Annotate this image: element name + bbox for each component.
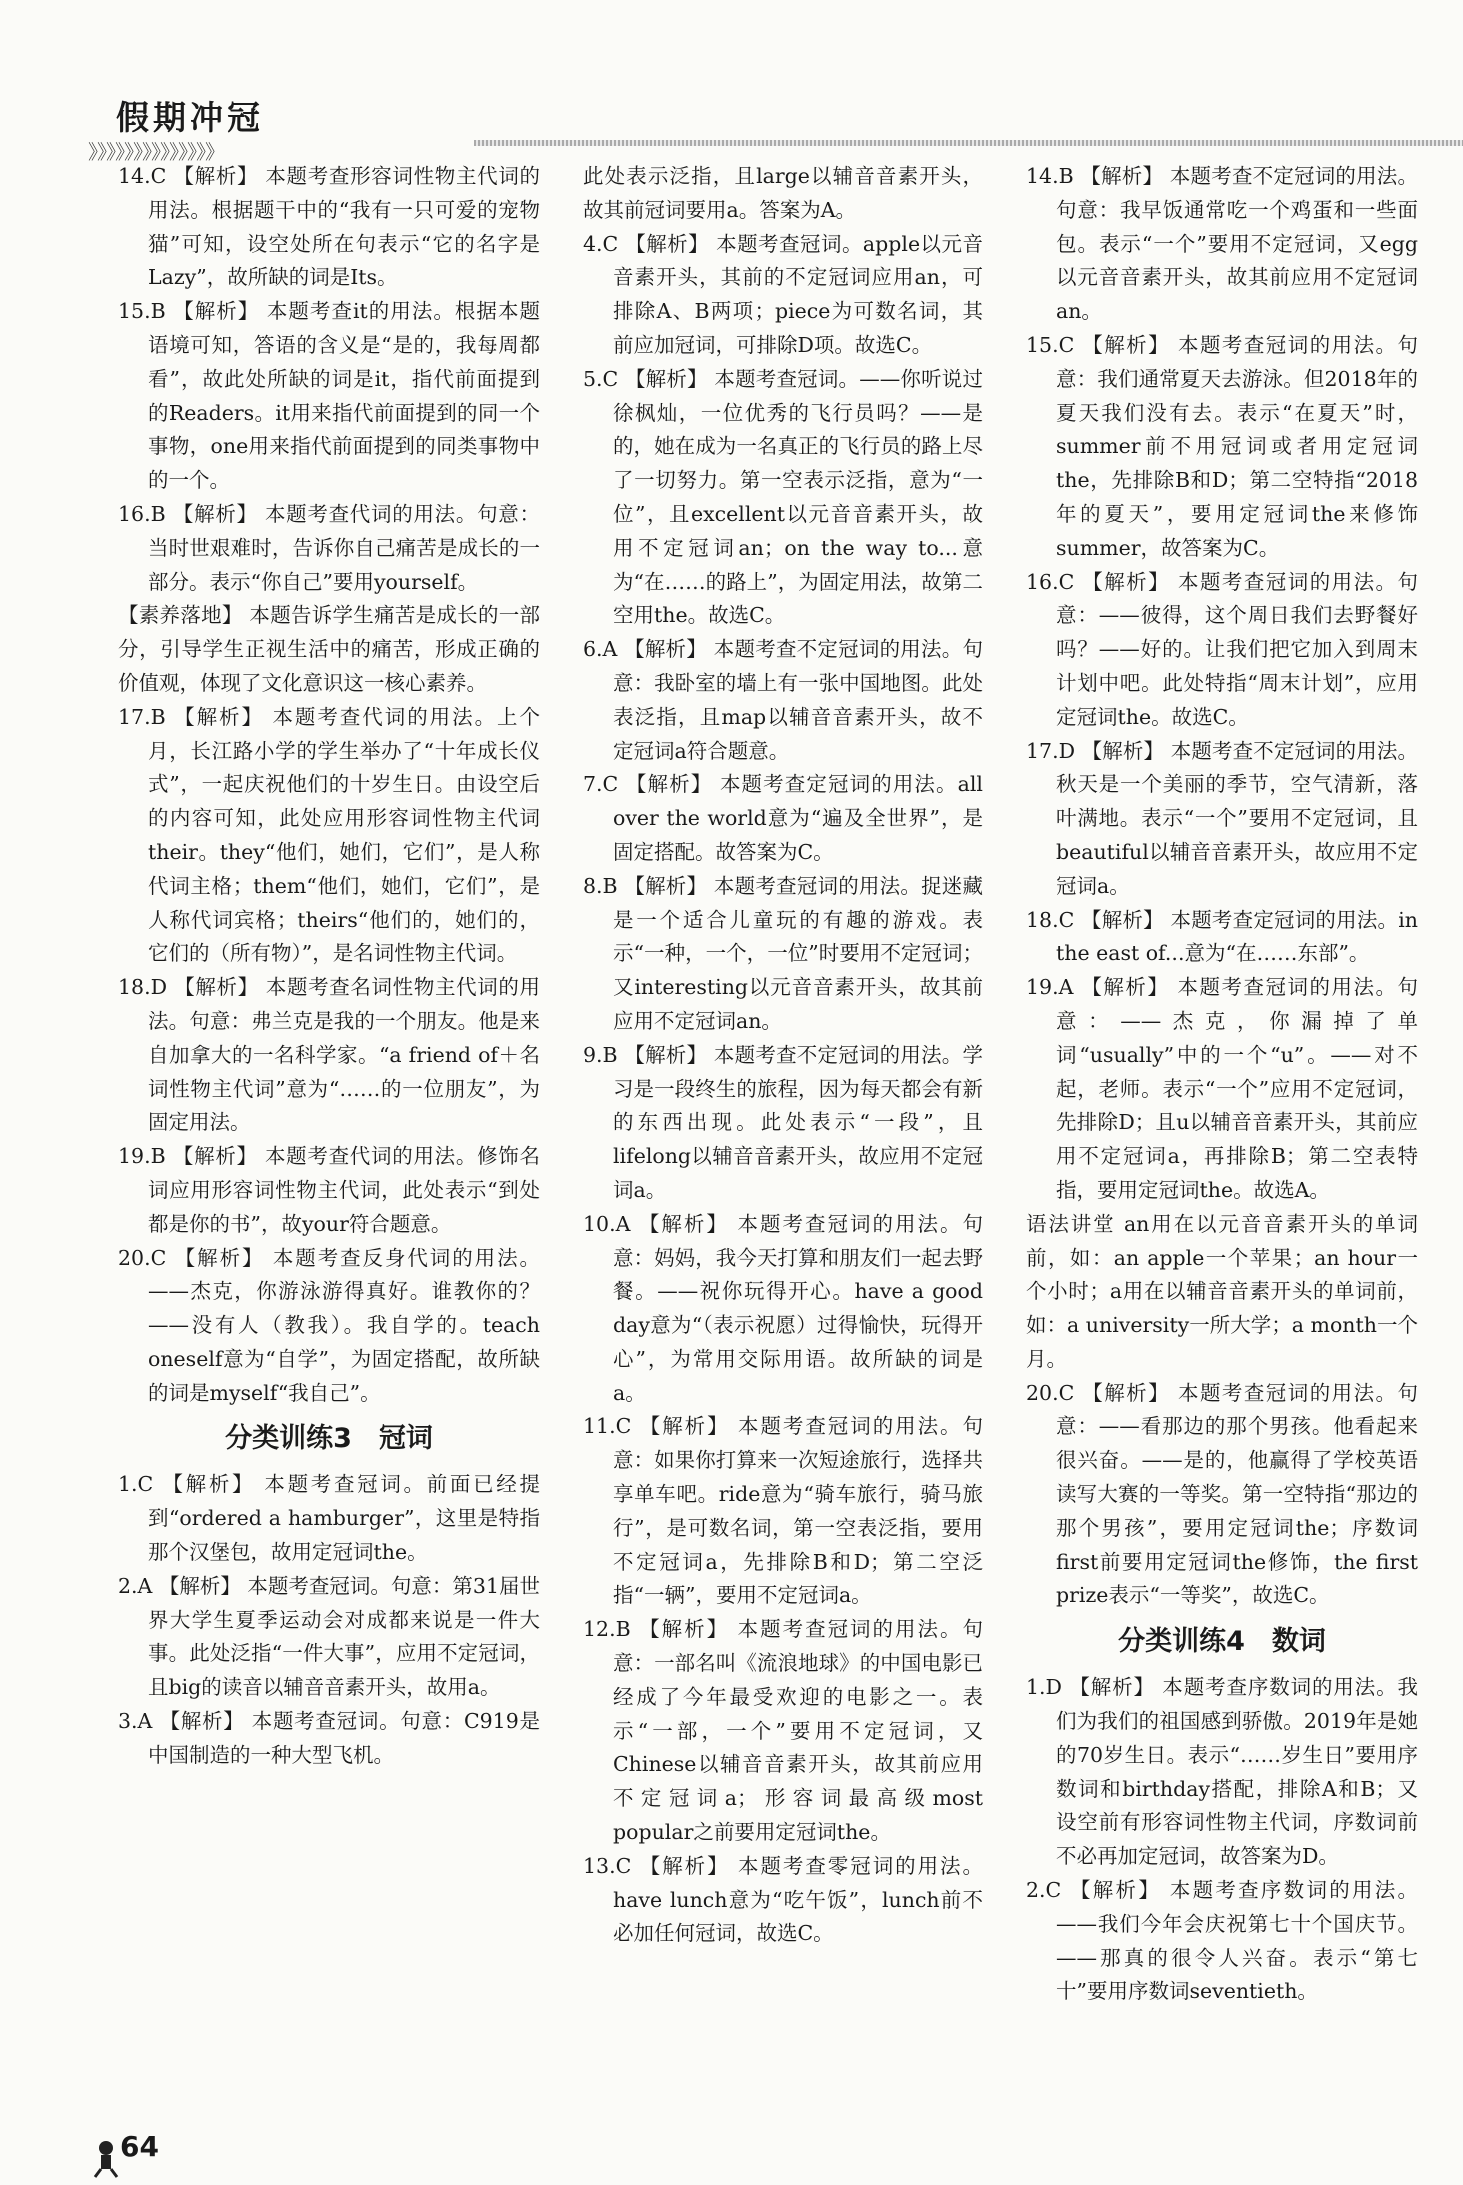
answer-item: 4.C 【解析】 本题考查冠词。apple以元音音素开头，其前的不定冠词应用an，可排除A、B两项；piece为可数名词，其前应加冠词，可排除D项。故选C。 bbox=[583, 231, 983, 357]
page-header bbox=[88, 92, 1418, 164]
grammar-note: 语法讲堂 an用在以元音音素开头的单词前，如：an apple一个苹果；an hour一个小时；a用在以辅音音素开头的单词前，如：a university一所大学；a month一个月。 bbox=[1026, 1211, 1418, 1371]
answer-item: 13.C 【解析】 本题考查零冠词的用法。have lunch意为“吃午饭”，lunch前不必加任何冠词，故选C。 bbox=[583, 1853, 983, 1946]
answer-item: 17.B 【解析】 本题考查代词的用法。上个月，长江路小学的学生举办了“十年成长仪式”，一起庆祝他们的十岁生日。由设空后的内容可知，此处应用形容词性物主代词their。they“他们，她们，它们”，是人称代词主格；them“他们，她们，它们”，是人称代词宾格；theirs“他们的，她们的，它们的（所有物）”，是名词性物主代词。 bbox=[118, 704, 540, 966]
chevron-decoration: 》》》》》》》》》》》》》》 bbox=[88, 140, 224, 164]
answer-item: 16.B 【解析】 本题考查代词的用法。句意：当时世艰难时，告诉你自己痛苦是成长的一部分。表示“你自己”要用yourself。 bbox=[118, 501, 540, 594]
answer-item: 11.C 【解析】 本题考查冠词的用法。句意：如果你打算来一次短途旅行，选择共享单车吧。ride意为“骑车旅行，骑马旅行”，是可数名词，第一空表泛指，要用不定冠词a，先排除B和D；第二空泛指“一辆”，要用不定冠词a。 bbox=[583, 1414, 983, 1608]
column-right bbox=[1026, 160, 1418, 2009]
answer-item: 9.B 【解析】 本题考查不定冠词的用法。学习是一段终生的旅程，因为每天都会有新的东西出现。此处表示“一段”，且lifelong以辅音音素开头，故应用不定冠词a。 bbox=[583, 1042, 983, 1202]
answer-item: 19.A 【解析】 本题考查冠词的用法。句意：——杰克，你漏掉了单词“usually”中的一个“u”。——对不起，老师。表示“一个”应用不定冠词，先排除D；且u以辅音音素开头，其前应用不定冠词a，再排除B；第二空表特指，要用定冠词the。故选A。 bbox=[1026, 975, 1418, 1202]
answer-item: 8.B 【解析】 本题考查冠词的用法。捉迷藏是一个适合儿童玩的有趣的游戏。表示“一种，一个，一位”时要用不定冠词；又interesting以元音音素开头，故其前应用不定冠词an。 bbox=[583, 873, 983, 1033]
column-left bbox=[118, 160, 540, 1773]
answer-item: 14.B 【解析】 本题考查不定冠词的用法。句意：我早饭通常吃一个鸡蛋和一些面包。表示“一个”要用不定冠词，又egg以元音音素开头，故其前应用不定冠词an。 bbox=[1026, 164, 1418, 324]
answer-item: 20.C 【解析】 本题考查反身代词的用法。——杰克，你游泳游得真好。谁教你的？——没有人（教我）。我自学的。teach oneself意为“自学”，为固定搭配，故所缺的词是myself“我自己”。 bbox=[118, 1245, 540, 1405]
literacy-note: 【素养落地】 本题告诉学生痛苦是成长的一部分，引导学生正视生活中的痛苦，形成正确的价值观，体现了文化意识这一核心素养。 bbox=[118, 603, 540, 695]
answer-item: 6.A 【解析】 本题考查不定冠词的用法。句意：我卧室的墙上有一张中国地图。此处表泛指，且map以辅音音素开头，故不定冠词a符合题意。 bbox=[583, 637, 983, 763]
answer-item: 18.C 【解析】 本题考查定冠词的用法。in the east of...意为“在……东部”。 bbox=[1026, 907, 1418, 966]
mascot-icon bbox=[90, 2138, 122, 2178]
answer-item: 14.C 【解析】 本题考查形容词性物主代词的用法。根据题干中的“我有一只可爱的宠物猫”可知，设空处所在句表示“它的名字是Lazy”，故所缺的词是Its。 bbox=[118, 164, 540, 290]
answer-item: 2.A 【解析】 本题考查冠词。句意：第31届世界大学生夏季运动会对成都来说是一件大事。此处泛指“一件大事”，应用不定冠词，且big的读音以辅音音素开头，故用a。 bbox=[118, 1573, 540, 1700]
page-number: 64 bbox=[120, 2130, 159, 2163]
answer-item: 10.A 【解析】 本题考查冠词的用法。句意：妈妈，我今天打算和朋友们一起去野餐。——祝你玩得开心。have a good day意为“（表示祝愿）过得愉快，玩得开心”，为常用交际用语。故所缺的词是a。 bbox=[583, 1211, 983, 1405]
answer-item: 1.C 【解析】 本题考查冠词。前面已经提到“ordered a hamburger”，这里是特指那个汉堡包，故用定冠词the。 bbox=[118, 1472, 540, 1565]
answer-item: 7.C 【解析】 本题考查定冠词的用法。all over the world意为“遍及全世界”，是固定搭配。故答案为C。 bbox=[583, 772, 983, 864]
answer-item: 19.B 【解析】 本题考查代词的用法。修饰名词应用形容词性物主代词，此处表示“到处都是你的书”，故your符合题意。 bbox=[118, 1144, 540, 1236]
section-title-numerals: 分类训练4 数词 bbox=[1118, 1626, 1326, 1658]
answer-item: 16.C 【解析】 本题考查冠词的用法。句意：——彼得，这个周日我们去野餐好吗？——好的。让我们把它加入到周末计划中吧。此处特指“周末计划”，应用定冠词the。故选C。 bbox=[1026, 569, 1418, 729]
header-rule bbox=[474, 140, 1463, 146]
book-title: 假期冲冠 bbox=[116, 98, 264, 137]
answer-item: 2.C 【解析】 本题考查序数词的用法。——我们今年会庆祝第七十个国庆节。——那真的很令人兴奋。表示“第七十”要用序数词seventieth。 bbox=[1026, 1878, 1418, 2004]
answer-item: 3.A 【解析】 本题考查冠词。句意：C919是中国制造的一种大型飞机。 bbox=[118, 1709, 540, 1767]
answer-item: 17.D 【解析】 本题考查不定冠词的用法。秋天是一个美丽的季节，空气清新，落叶满地。表示“一个”要用不定冠词，且beautiful以辅音音素开头，故应用不定冠词a。 bbox=[1026, 738, 1418, 898]
answer-item: 18.D 【解析】 本题考查名词性物主代词的用法。句意：弗兰克是我的一个朋友。他是来自加拿大的一名科学家。“a friend of＋名词性物主代词”意为“……的一位朋友”，为固定用法。 bbox=[118, 975, 540, 1135]
answer-item: 1.D 【解析】 本题考查序数词的用法。我们为我们的祖国感到骄傲。2019年是她的70岁生日。表示“……岁生日”要用序数词和birthday搭配，排除A和B；又设空前有形容词性物主代词，序数词前不必再加定冠词，故答案为D。 bbox=[1026, 1675, 1418, 1869]
answer-item: 15.C 【解析】 本题考查冠词的用法。句意：我们通常夏天去游泳。但2018年的夏天我们没有去。表示“在夏天”时，summer前不用冠词或者用定冠词the，先排除B和D；第二空特指“2018年的夏天”，要用定冠词the来修饰summer，故答案为C。 bbox=[1026, 332, 1418, 560]
answer-item: 20.C 【解析】 本题考查冠词的用法。句意：——看那边的那个男孩。他看起来很兴奋。——是的，他赢得了学校英语读写大赛的一等奖。第一空特指“那边的那个男孩”，要用定冠词the；序数词first前要用定冠词the修饰，the first prize表示“一等奖”，故选C。 bbox=[1026, 1380, 1418, 1608]
answer-item: 5.C 【解析】 本题考查冠词。——你听说过徐枫灿，一位优秀的飞行员吗？——是的，她在成为一名真正的飞行员的路上尽了一切努力。第一空表示泛指，意为“一位”，且excellent以元音音素开头，故用不定冠词an；on the way to...意为“在……的路上”，为固定用法，故第二空用the。故选C。 bbox=[583, 366, 983, 628]
answer-continuation: 此处表示泛指，且large以辅音音素开头，故其前冠词要用a。答案为A。 bbox=[583, 164, 983, 222]
answer-item: 15.B 【解析】 本题考查it的用法。根据本题语境可知，答语的含义是“是的，我每周都看”，故此处所缺的词是it，指代前面提到的Readers。it用来指代前面提到的同一个事物，one用来指代前面提到的同类事物中的一个。 bbox=[118, 299, 540, 493]
answer-item: 12.B 【解析】 本题考查冠词的用法。句意：一部名叫《流浪地球》的中国电影已经成了今年最受欢迎的电影之一。表示“一部，一个”要用不定冠词，又Chinese以辅音音素开头，故其前应用不定冠词a；形容词最高级most popular之前要用定冠词the。 bbox=[583, 1617, 983, 1845]
column-middle bbox=[583, 160, 983, 1951]
section-title-articles: 分类训练3 冠词 bbox=[225, 1423, 433, 1455]
